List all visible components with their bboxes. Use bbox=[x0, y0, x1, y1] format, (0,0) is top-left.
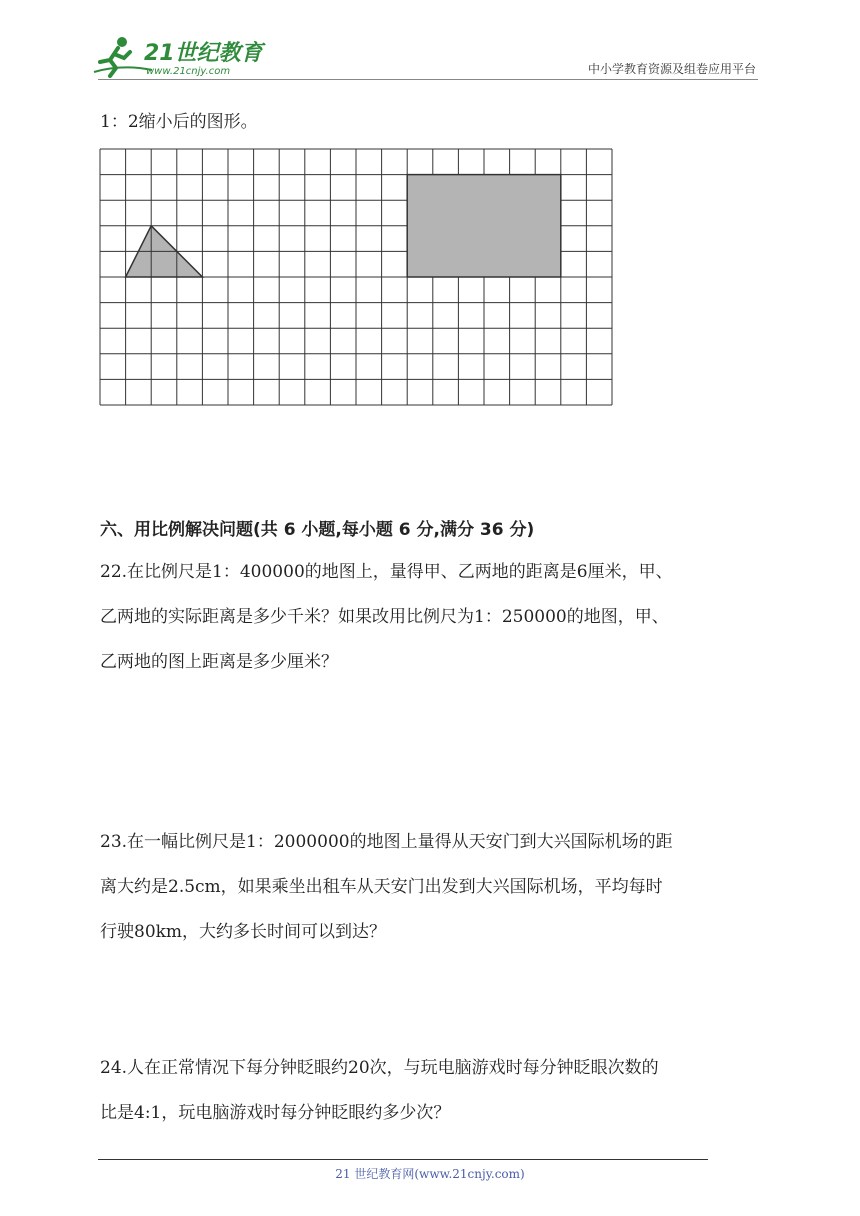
question-24-line-1: 24.人在正常情况下每分钟眨眼约20次，与玩电脑游戏时每分钟眨眼次数的 bbox=[100, 1058, 659, 1078]
question-22-line-1: 22.在比例尺是1：400000的地图上，量得甲、乙两地的距离是6厘米，甲、 bbox=[100, 562, 673, 582]
logo-url: www.21cnjy.com bbox=[146, 66, 231, 77]
section-title: 六、用比例解决问题(共 6 小题,每小题 6 分,满分 36 分) bbox=[100, 520, 535, 540]
question-22-line-2: 乙两地的实际距离是多少千米？如果改用比例尺为1：250000的地图，甲、 bbox=[100, 607, 669, 627]
question-number: 23. bbox=[100, 832, 128, 852]
question-23-line-1: 23.在一幅比例尺是1：2000000的地图上量得从天安门到大兴国际机场的距 bbox=[100, 832, 673, 852]
site-name: 中小学教育资源及组卷应用平台 bbox=[587, 62, 756, 76]
site-logo[interactable] bbox=[92, 32, 267, 80]
question-22-line-3: 乙两地的图上距离是多少厘米？ bbox=[100, 652, 338, 672]
grid-figure bbox=[99, 148, 615, 414]
question-23-line-2: 离大约是2.5cm，如果乘坐出租车从天安门出发到大兴国际机场，平均每时 bbox=[100, 877, 663, 897]
footer-link[interactable]: 21 世纪教育网(www.21cnjy.com) bbox=[335, 1167, 525, 1181]
question-number: 24. bbox=[100, 1058, 128, 1078]
header-divider bbox=[98, 79, 758, 80]
footer-divider bbox=[98, 1159, 708, 1160]
question-intro: 1：2缩小后的图形。 bbox=[100, 112, 258, 132]
runner-logo-icon bbox=[92, 32, 267, 80]
grid-svg bbox=[99, 148, 615, 410]
question-number: 22. bbox=[100, 562, 128, 582]
logo-text: 21世纪教育 bbox=[144, 41, 263, 66]
rectangle-outline bbox=[407, 175, 561, 277]
question-24-line-2: 比是4:1，玩电脑游戏时每分钟眨眼约多少次？ bbox=[100, 1103, 451, 1123]
question-23-line-3: 行驶80km，大约多长时间可以到达？ bbox=[100, 922, 387, 942]
